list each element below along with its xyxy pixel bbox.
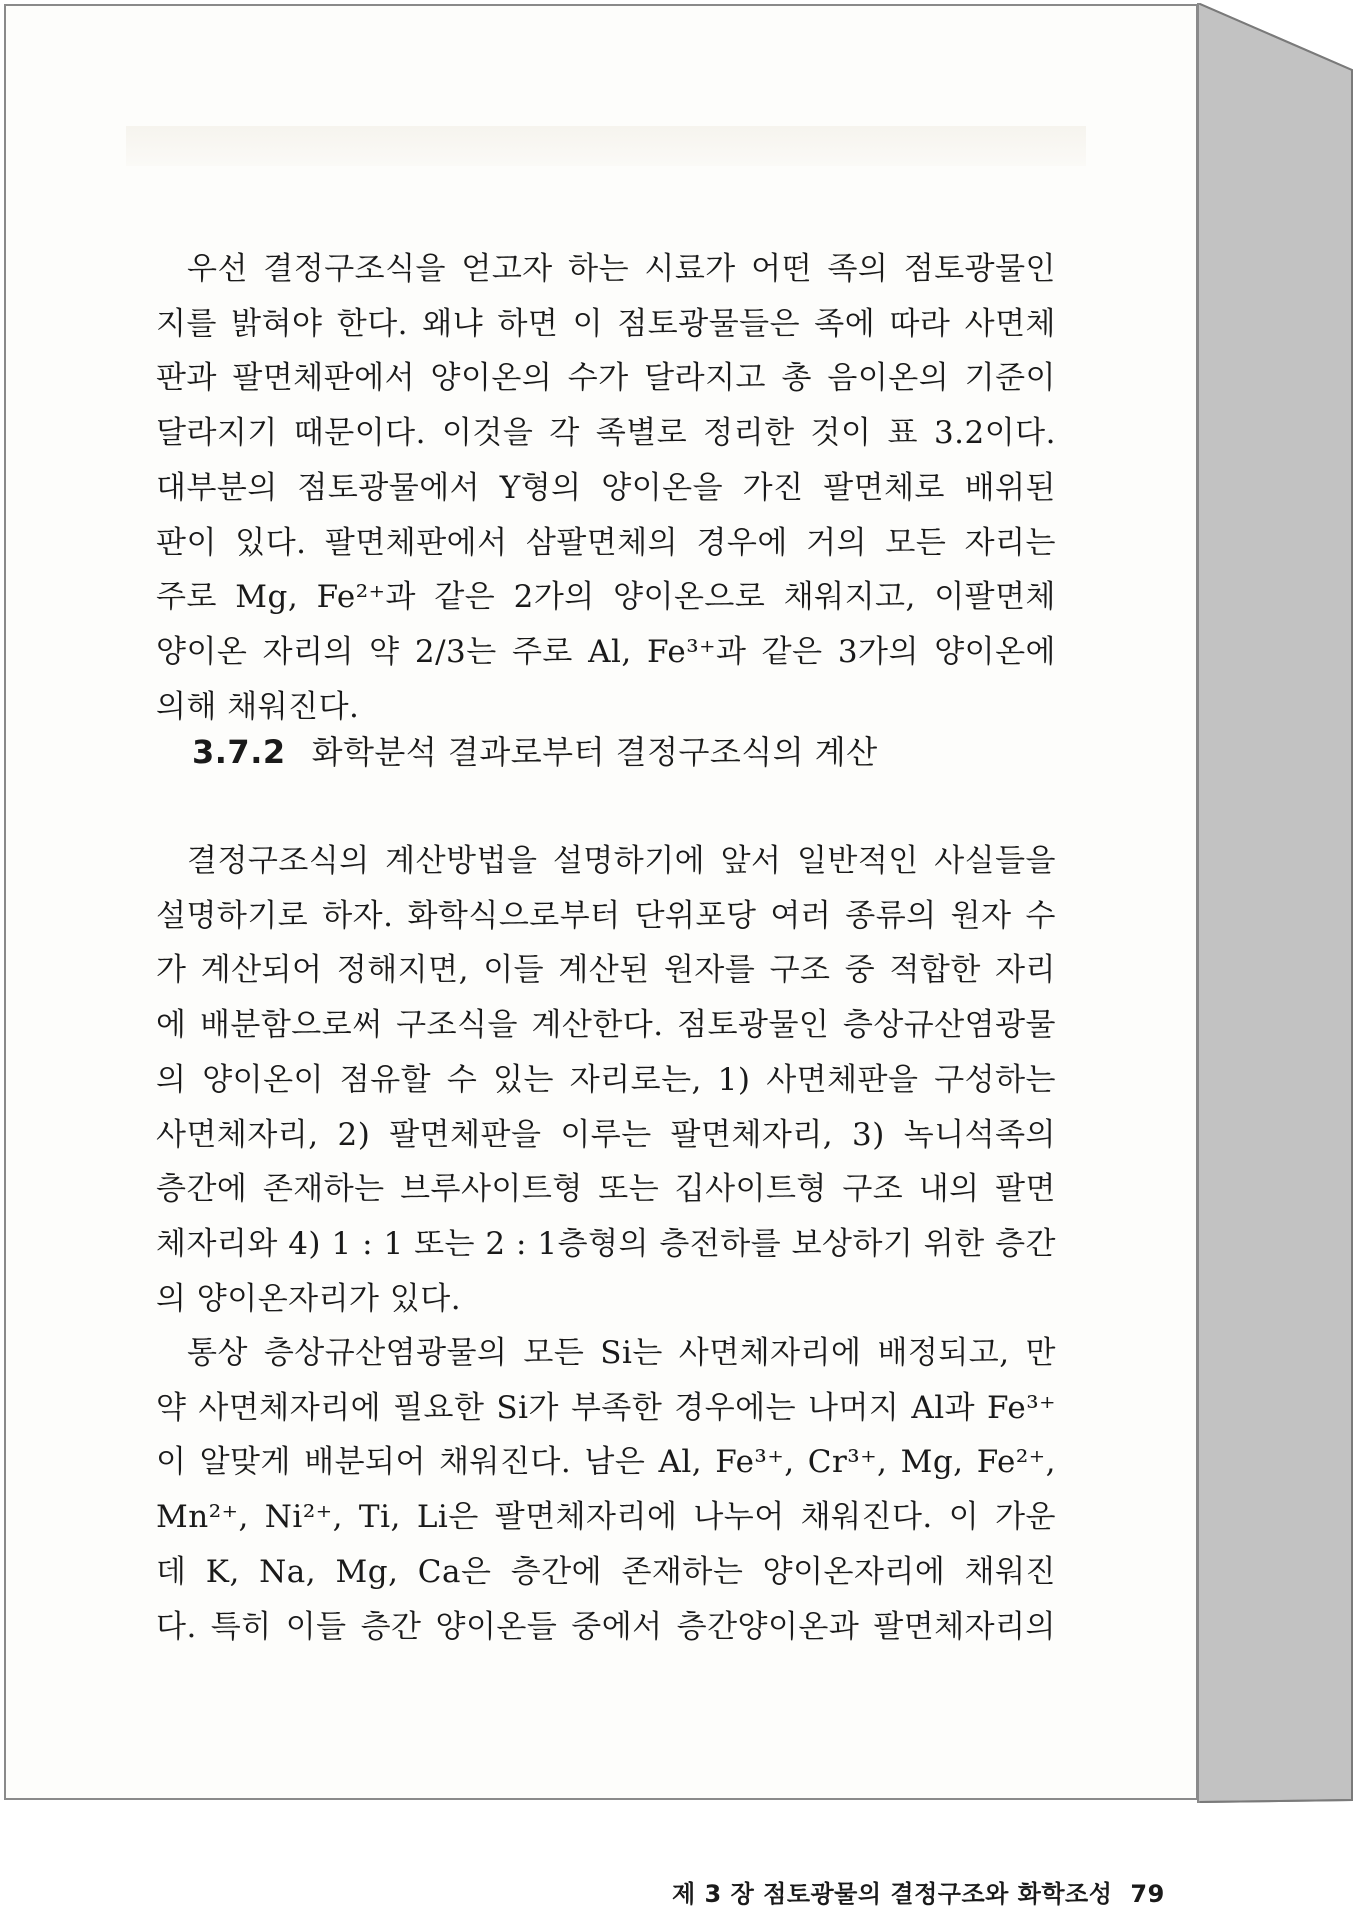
scan-shading	[126, 126, 1086, 166]
text-line: 대부분의 점토광물에서 Y형의 양이온을 가진 팔면체로 배위된	[156, 469, 1056, 506]
text-line: 설명하기로 하자. 화학식으로부터 단위포당 여러 종류의 원자 수	[156, 897, 1056, 934]
chapter-title: 제 3 장 점토광물의 결정구조와 화학조성	[672, 1880, 1113, 1908]
section-number: 3.7.2	[192, 733, 286, 771]
text-line: 층간에 존재하는 브루사이트형 또는 깁사이트형 구조 내의 팔면	[156, 1171, 1056, 1208]
text-line: 약 사면체자리에 필요한 Si가 부족한 경우에는 나머지 Al과 Fe³⁺	[156, 1389, 1056, 1426]
text-line: 이 알맞게 배분되어 채워진다. 남은 Al, Fe³⁺, Cr³⁺, Mg, Fe²⁺,	[156, 1444, 1056, 1481]
text-line: 의 양이온자리가 있다.	[156, 1280, 462, 1317]
paragraph-sites	[156, 1326, 1056, 1654]
text-line: 우선 결정구조식을 얻고자 하는 시료가 어떤 족의 점토광물인	[187, 251, 1056, 287]
paragraph-method	[156, 834, 1056, 1326]
text-line: 사면체자리, 2) 팔면체판을 이루는 팔면체자리, 3) 녹니석족의	[156, 1116, 1056, 1153]
page-footer	[672, 1867, 1165, 1922]
text-line: 통상 층상규산염광물의 모든 Si는 사면체자리에 배정되고, 만	[187, 1335, 1056, 1371]
text-line: 양이온 자리의 약 2/3는 주로 Al, Fe³⁺과 같은 3가의 양이온에	[156, 633, 1056, 670]
text-line: 결정구조식의 계산방법을 설명하기에 앞서 일반적인 사실들을	[187, 843, 1056, 879]
document-page	[4, 4, 1198, 1908]
text-line: 체자리와 4) 1 : 1 또는 2 : 1층형의 층전하를 보상하기 위한 층간	[156, 1225, 1056, 1262]
section-heading	[192, 725, 878, 780]
paragraph-intro	[156, 242, 1056, 734]
text-line: 판이 있다. 팔면체판에서 삼팔면체의 경우에 거의 모든 자리는	[156, 524, 1056, 561]
text-line: 달라지기 때문이다. 이것을 각 족별로 정리한 것이 표 3.2이다.	[156, 415, 1056, 452]
page-number: 79	[1130, 1880, 1165, 1908]
text-line: 다. 특히 이들 층간 양이온들 중에서 층간양이온과 팔면체자리의	[156, 1608, 1056, 1645]
text-line: 데 K, Na, Mg, Ca은 층간에 존재하는 양이온자리에 채워진	[156, 1553, 1056, 1590]
text-line: 판과 팔면체판에서 양이온의 수가 달라지고 총 음이온의 기준이	[156, 360, 1056, 397]
text-line: 지를 밝혀야 한다. 왜냐 하면 이 점토광물들은 족에 따라 사면체	[156, 305, 1056, 342]
text-line: 의해 채워진다.	[156, 688, 360, 725]
text-line: 가 계산되어 정해지면, 이들 계산된 원자를 구조 중 적합한 자리	[156, 952, 1056, 989]
text-line: Mn²⁺, Ni²⁺, Ti, Li은 팔면체자리에 나누어 채워진다. 이 가운	[156, 1499, 1056, 1536]
text-line: 주로 Mg, Fe²⁺과 같은 2가의 양이온으로 채워지고, 이팔면체	[156, 579, 1056, 616]
section-title: 화학분석 결과로부터 결정구조식의 계산	[311, 733, 878, 771]
text-line: 의 양이온이 점유할 수 있는 자리로는, 1) 사면체판을 구성하는	[156, 1061, 1056, 1098]
text-line: 에 배분함으로써 구조식을 계산한다. 점토광물인 층상규산염광물	[156, 1007, 1056, 1044]
